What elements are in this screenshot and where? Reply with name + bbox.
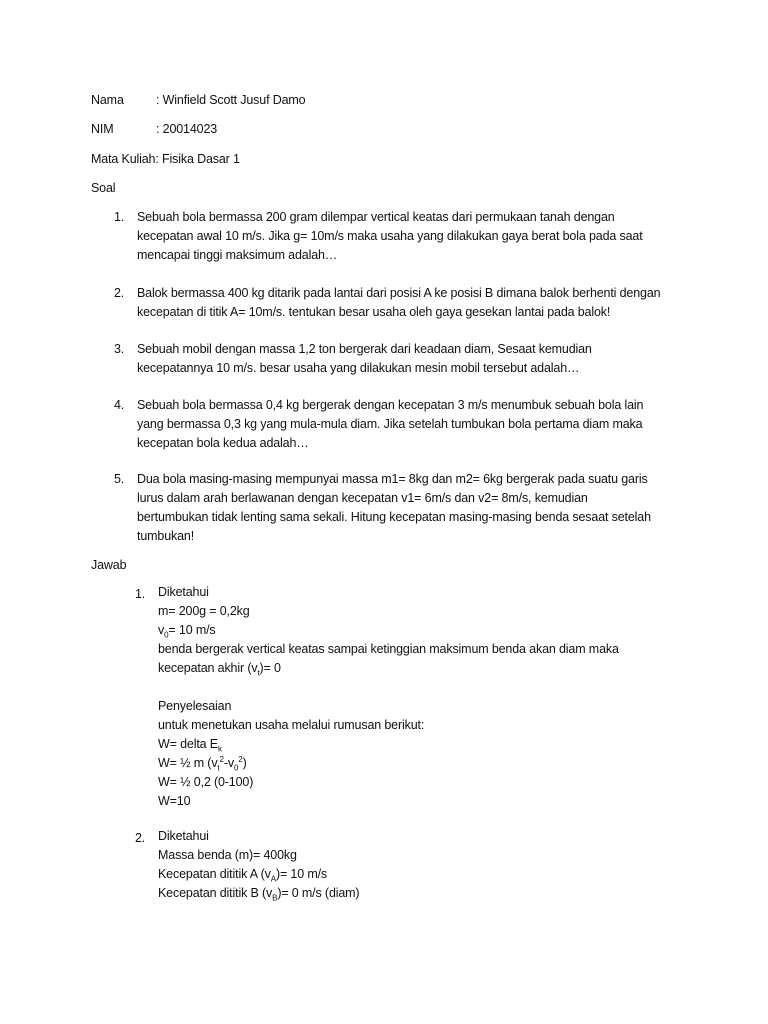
- nim-label: NIM: [91, 122, 114, 136]
- soal-number: 4.: [114, 398, 125, 412]
- diketahui-label: Diketahui: [158, 829, 209, 843]
- formula-line-4: W=10: [158, 794, 191, 808]
- soal-line: tumbukan!: [137, 529, 195, 543]
- soal-line: kecepatannya 10 m/s. besar usaha yang dilakukan mesin mobil tersebut adalah…: [137, 361, 580, 375]
- soal-number: 1.: [114, 210, 125, 224]
- mata-kuliah: Mata Kuliah: Fisika Dasar 1: [91, 152, 240, 166]
- mass-line: Massa benda (m)= 400kg: [158, 848, 297, 862]
- diketahui-label: Diketahui: [158, 585, 209, 599]
- penyelesaian-label: Penyelesaian: [158, 699, 232, 713]
- final-velocity-line: kecepatan akhir $(v_t)= 0$: [158, 661, 281, 678]
- soal-number: 2.: [114, 286, 125, 300]
- soal-line: Sebuah bola bermassa 0,4 kg bergerak dengan kecepatan 3 m/s menumbuk sebuah bola lain: [137, 398, 644, 412]
- formula-line-1: W= delta $E_k$: [158, 737, 222, 754]
- soal-line: Sebuah mobil dengan massa 1,2 ton bergerak dari keadaan diam, Sesaat kemudian: [137, 342, 592, 356]
- soal-line: bertumbukan tidak lenting sama sekali. Hitung kecepatan masing-masing benda sesaat setelah: [137, 510, 651, 524]
- nama-value: : Winfield Scott Jusuf Damo: [156, 93, 306, 107]
- soal-line: lurus dalam arah berlawanan dengan kecepatan v1= 6m/s dan v2= 8m/s, kemudian: [137, 491, 588, 505]
- soal-line: kecepatan di titik A= 10m/s. tentukan besar usaha oleh gaya gesekan lantai pada balok!: [137, 305, 611, 319]
- soal-number: 3.: [114, 342, 125, 356]
- mass-line: m= 200g = 0,2kg: [158, 604, 250, 618]
- jawab-heading: Jawab: [91, 558, 127, 572]
- formula-line-2: W= ½ m $(v_t^2-v_0^2)$: [158, 754, 247, 773]
- jawab-number: 1.: [135, 587, 146, 601]
- velocity-a-line: Kecepatan dititik A $(v_A)= 10$ m/s: [158, 867, 328, 884]
- soal-line: kecepatan awal 10 m/s. Jika g= 10m/s maka usaha yang dilakukan gaya berat bola pada saat: [137, 229, 643, 243]
- velocity-b-line: Kecepatan dititik B $(v_B)= 0$ m/s (diam): [158, 886, 360, 903]
- soal-heading: Soal: [91, 181, 116, 195]
- soal-line: mencapai tinggi maksimum adalah…: [137, 248, 338, 262]
- soal-line: Balok bermassa 400 kg ditarik pada lantai dari posisi A ke posisi B dimana balok berhenti dengan: [137, 286, 661, 300]
- nama-row: [91, 91, 305, 110]
- soal-line: Dua bola masing-masing mempunyai massa m1= 8kg dan m2= 6kg bergerak pada suatu garis: [137, 472, 648, 486]
- rumus-intro: untuk menetukan usaha melalui rumusan berikut:: [158, 718, 425, 732]
- description-line: benda bergerak vertical keatas sampai ketinggian maksimum benda akan diam maka: [158, 642, 619, 656]
- jawab-number: 2.: [135, 831, 146, 845]
- soal-line: Sebuah bola bermassa 200 gram dilempar vertical keatas dari permukaan tanah dengan: [137, 210, 615, 224]
- v0-line: $v_0= 10$ m/s: [158, 623, 216, 640]
- soal-number: 5.: [114, 472, 125, 486]
- nim-value: : 20014023: [156, 122, 218, 136]
- nim-row: [91, 120, 217, 139]
- nama-label: Nama: [91, 93, 124, 107]
- soal-line: yang bermassa 0,3 kg yang mula-mula diam. Jika setelah tumbukan bola pertama diam maka: [137, 417, 643, 431]
- formula-line-3: W= ½ 0,2 (0-100): [158, 775, 254, 789]
- soal-line: kecepatan bola kedua adalah…: [137, 436, 309, 450]
